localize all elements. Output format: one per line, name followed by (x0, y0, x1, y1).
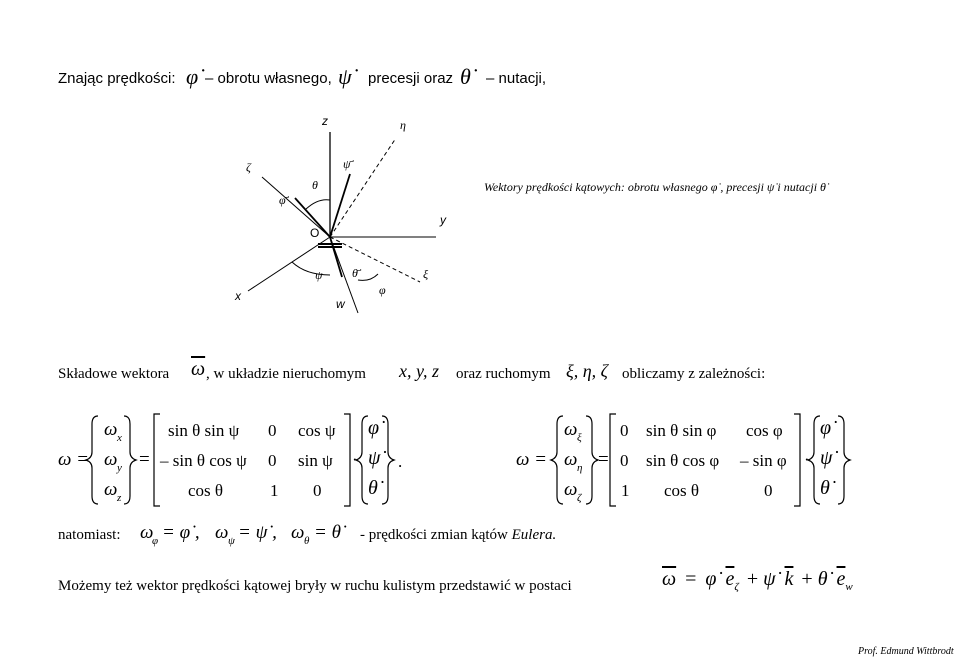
matrix1-cell-2-2: 0 (313, 481, 322, 500)
angle-label-phi: φ (379, 283, 386, 297)
matrix2-cell-1-2: – sin φ (740, 451, 787, 470)
matrix2-vec-0: ω (564, 419, 578, 440)
matrix1-cell-1-0: – sin θ cos ψ (160, 451, 247, 470)
matrix2-cell-0-0: 0 (620, 421, 629, 440)
matrix2-cell-2-0: 1 (621, 481, 630, 500)
final-text: Możemy też wektor prędkości kątowej bryły w ruchu kulistym przedstawić w postaci (58, 578, 572, 594)
intro-prefix: Znając prędkości: (58, 70, 176, 87)
omega-phi-sub: φ (152, 535, 159, 547)
omega-theta: ω (291, 522, 305, 543)
euler-rates-text-a: - prędkości zmian kątów (360, 527, 508, 543)
final-plus2: + (801, 568, 813, 590)
matrix2-cell-0-2: cos φ (746, 421, 783, 440)
fixed-axes-symbols: x, y, z (399, 361, 439, 381)
euler-rates-text-b: Eulera. (511, 527, 557, 543)
omega-theta-rhs: = θ̇ (314, 522, 341, 543)
psi-dot-symbol: ψ̇ (338, 64, 352, 89)
matrix1-rhs-0: φ̇ (368, 417, 380, 439)
axis-label-z: z (322, 114, 328, 128)
matrix1-cell-1-2: sin ψ (298, 451, 333, 470)
matrix2-vec-sub-0: ξ (577, 432, 582, 444)
matrix1-cell-0-2: cos ψ (298, 421, 336, 440)
axis-label-w: w (336, 297, 345, 311)
components-text4: obliczamy z zależności: (622, 366, 766, 382)
final-e-zeta-sub: ζ (734, 581, 739, 593)
omega-theta-sub: θ (304, 535, 310, 547)
natomiast-label: natomiast: (58, 527, 121, 543)
matrix1-vec-1: ω (104, 449, 118, 470)
axis-label-xi: ξ (423, 267, 429, 281)
origin-label-O: O (310, 226, 320, 240)
omega-phi: ω (140, 522, 154, 543)
moving-axes-symbols: ξ, η, ζ (566, 361, 608, 381)
components-text2: , w układzie nieruchomym (206, 366, 366, 382)
matrix2-vec-sub-1: η (577, 462, 583, 474)
matrix1-cell-0-1: 0 (268, 421, 277, 440)
euler-rates-text (360, 527, 556, 544)
axis-label-y: y (440, 213, 446, 227)
intro-dash1: – obrotu własnego, (205, 70, 332, 87)
axis-label-eta: η (400, 118, 406, 132)
vector-label-phi: φ̄̇ (279, 193, 286, 207)
omega-psi-rhs: = ψ̇ , (238, 522, 277, 543)
components-text1: Składowe wektora (58, 366, 170, 382)
angle-label-theta: θ (312, 178, 318, 192)
diagram-caption: Wektory prędkości kątowych: obrotu własnego φ̇ , precesji ψ̇ i nutacji θ̇ (484, 180, 826, 194)
matrix2-cell-0-1: sin θ sin φ (646, 421, 717, 440)
matrix1-rhs-2: θ̇ (368, 477, 378, 499)
matrix2-cell-2-2: 0 (764, 481, 773, 500)
final-e-w-sub: w (845, 581, 853, 593)
vector-label-theta: θ̄̇ (352, 266, 358, 280)
matrix2-dot: · (804, 450, 810, 469)
matrix1-vec-sub-0: x (117, 432, 122, 444)
matrix1-vec-sub-2: z (117, 492, 122, 504)
matrix1-cell-2-0: cos θ (188, 481, 224, 500)
vector-label-psi: ψ̄̇ (343, 157, 351, 171)
intro-dash2: precesji oraz (368, 70, 454, 87)
intro-dash3: – nutacji, (486, 70, 547, 87)
matrix1-vec-sub-1: y (117, 462, 122, 474)
matrix2-vec-1: ω (564, 449, 578, 470)
phi-dot-symbol: φ̇ (186, 64, 199, 89)
axis-label-x: x (235, 289, 241, 303)
final-formula (662, 568, 853, 593)
matrix2-vec-sub-2: ζ (577, 492, 582, 504)
omega-psi: ω (215, 522, 229, 543)
matrix2-cell-1-0: 0 (620, 451, 629, 470)
final-omega: $\overline{\omega}$ (662, 568, 677, 590)
final-k: $\overline{k}$ (784, 568, 794, 590)
matrix2-rhs-2: θ̇ (820, 477, 830, 499)
omega-psi-sub: ψ (228, 535, 235, 547)
matrix2-rhs-1: ψ̇ (820, 447, 833, 469)
matrix1-cell-0-0: sin θ sin ψ (168, 421, 240, 440)
matrix2-cell-1-1: sin θ cos φ (646, 451, 720, 470)
theta-dot-symbol: θ̇ (460, 64, 471, 89)
axis-label-zeta: ζ (246, 160, 251, 174)
final-eq: = (685, 568, 697, 590)
components-text3: oraz ruchomym (456, 366, 551, 382)
final-phi-dot: φ̇ (705, 568, 717, 590)
matrix1-vec-0: ω (104, 419, 118, 440)
matrix1-cell-1-1: 0 (268, 451, 277, 470)
matrix2-lhs: ω = (516, 449, 547, 470)
final-plus1: + (746, 568, 759, 590)
final-theta-dot: θ̇ (817, 568, 828, 590)
omega-bar-symbol: $\overline{\omega}$ (191, 358, 206, 380)
omega-phi-rhs: = φ̇ , (162, 522, 200, 543)
footer-author: Prof. Edmund Wittbrodt (858, 646, 954, 657)
matrix2-eq: = (598, 449, 609, 470)
matrix1-period: . (398, 452, 403, 471)
matrix1-dot: · (352, 450, 358, 469)
matrix1-rhs-1: ψ̇ (368, 447, 381, 469)
matrix1-lhs: ω = (58, 449, 89, 470)
matrix2-vec-2: ω (564, 479, 578, 500)
matrix1-eq: = (139, 449, 150, 470)
matrix2-rhs-0: φ̇ (820, 417, 832, 439)
angle-label-psi: ψ (315, 268, 323, 282)
final-psi-dot: ψ̇ (763, 568, 776, 590)
matrix1-vec-2: ω (104, 479, 118, 500)
matrix2-cell-2-1: cos θ (664, 481, 700, 500)
final-e-zeta: $\overline{e}$ (725, 568, 735, 590)
final-e-w: $\overline{e}$ (836, 568, 846, 590)
matrix1-cell-2-1: 1 (270, 481, 279, 500)
